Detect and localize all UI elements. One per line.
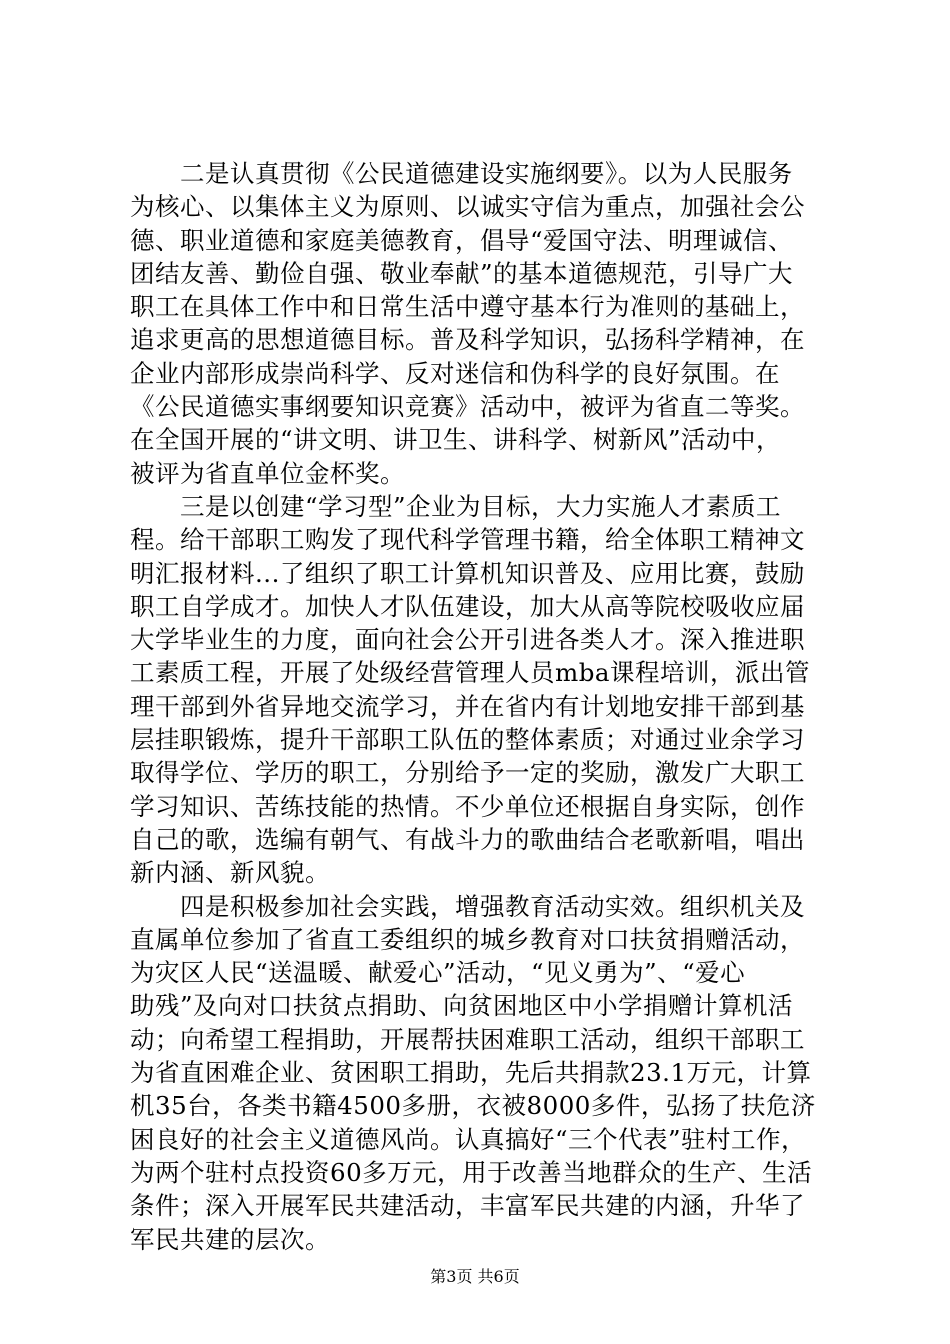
text-line: 企业内部形成崇尚科学、反对迷信和伪科学的良好氛围。在 bbox=[130, 358, 780, 388]
text-line: 取得学位、学历的职工，分别给予一定的奖励，激发广大职工 bbox=[130, 758, 805, 788]
text-line: 大学毕业生的力度，面向社会公开引进各类人才。深入推进职 bbox=[130, 625, 805, 655]
text-line: 二是认真贯彻《公民道德建设实施纲要》。以为人民服务 bbox=[130, 159, 793, 188]
text-line: 直属单位参加了省直工委组织的城乡教育对口扶贫捐赠活动， bbox=[130, 924, 805, 954]
text-line: 助残”及向对口扶贫点捐助、向贫困地区中小学捐赠计算机活 bbox=[130, 991, 794, 1021]
text-line: 工素质工程，开展了处级经营管理人员mba课程培训，派出管 bbox=[130, 658, 811, 688]
text-line: 为核心、以集体主义为原则、以诚实守信为重点，加强社会公 bbox=[130, 192, 805, 222]
text-line: 被评为省直单位金杯奖。 bbox=[130, 458, 405, 488]
text-line: 团结友善、勤俭自强、敬业奉献”的基本道德规范，引导广大 bbox=[130, 258, 794, 288]
text-line: 三是以创建“学习型”企业为目标，大力实施人才素质工 bbox=[130, 491, 782, 521]
page-footer bbox=[0, 1267, 950, 1287]
text-line: 自己的歌，选编有朝气、有战斗力的歌曲结合老歌新唱，唱出 bbox=[130, 824, 805, 854]
text-line: 困良好的社会主义道德风尚。认真搞好“三个代表”驻村工作， bbox=[130, 1124, 807, 1154]
text-line: 机35台，各类书籍4500多册，衣被8000多件，弘扬了扶危济 bbox=[130, 1091, 816, 1121]
text-line: 《公民道德实事纲要知识竞赛》活动中，被评为省直二等奖。 bbox=[130, 392, 805, 422]
text-line: 军民共建的层次。 bbox=[130, 1224, 330, 1254]
text-line: 职工在具体工作中和日常生活中遵守基本行为准则的基础上， bbox=[130, 292, 805, 322]
text-line: 德、职业道德和家庭美德教育，倡导“爱国守法、明理诚信、 bbox=[130, 225, 794, 255]
text-line: 条件；深入开展军民共建活动，丰富军民共建的内涵，升华了 bbox=[130, 1191, 805, 1221]
text-line: 程。给干部职工购发了现代科学管理书籍，给全体职工精神文 bbox=[130, 525, 805, 555]
text-line: 动；向希望工程捐助，开展帮扶困难职工活动，组织干部职工 bbox=[130, 1024, 805, 1054]
text-line: 新内涵、新风貌。 bbox=[130, 858, 330, 888]
text-line: 层挂职锻炼，提升干部职工队伍的整体素质；对通过业余学习 bbox=[130, 725, 805, 755]
text-line: 为两个驻村点投资60多万元，用于改善当地群众的生产、生活 bbox=[130, 1157, 813, 1187]
text-line: 在全国开展的“讲文明、讲卫生、讲科学、树新风”活动中， bbox=[130, 425, 782, 455]
text-line: 追求更高的思想道德目标。普及科学知识，弘扬科学精神，在 bbox=[130, 325, 805, 355]
text-line: 四是积极参加社会实践，增强教育活动实效。组织机关及 bbox=[130, 891, 805, 921]
text-line: 为灾区人民“送温暖、献爱心”活动，“见义勇为”、“爱心 bbox=[130, 958, 746, 988]
text-line: 职工自学成才。加快人才队伍建设，加大从高等院校吸收应届 bbox=[130, 591, 805, 621]
text-line: 理干部到外省异地交流学习，并在省内有计划地安排干部到基 bbox=[130, 691, 805, 721]
page-number: 第3页 共6页 bbox=[430, 1267, 520, 1286]
body-text bbox=[130, 157, 842, 1256]
text-line: 为省直困难企业、贫困职工捐助，先后共捐款23.1万元，计算 bbox=[130, 1058, 812, 1088]
text-line: 学习知识、苦练技能的热情。不少单位还根据自身实际，创作 bbox=[130, 791, 805, 821]
text-line: 明汇报材料...了组织了职工计算机知识普及、应用比赛，鼓励 bbox=[130, 558, 805, 588]
